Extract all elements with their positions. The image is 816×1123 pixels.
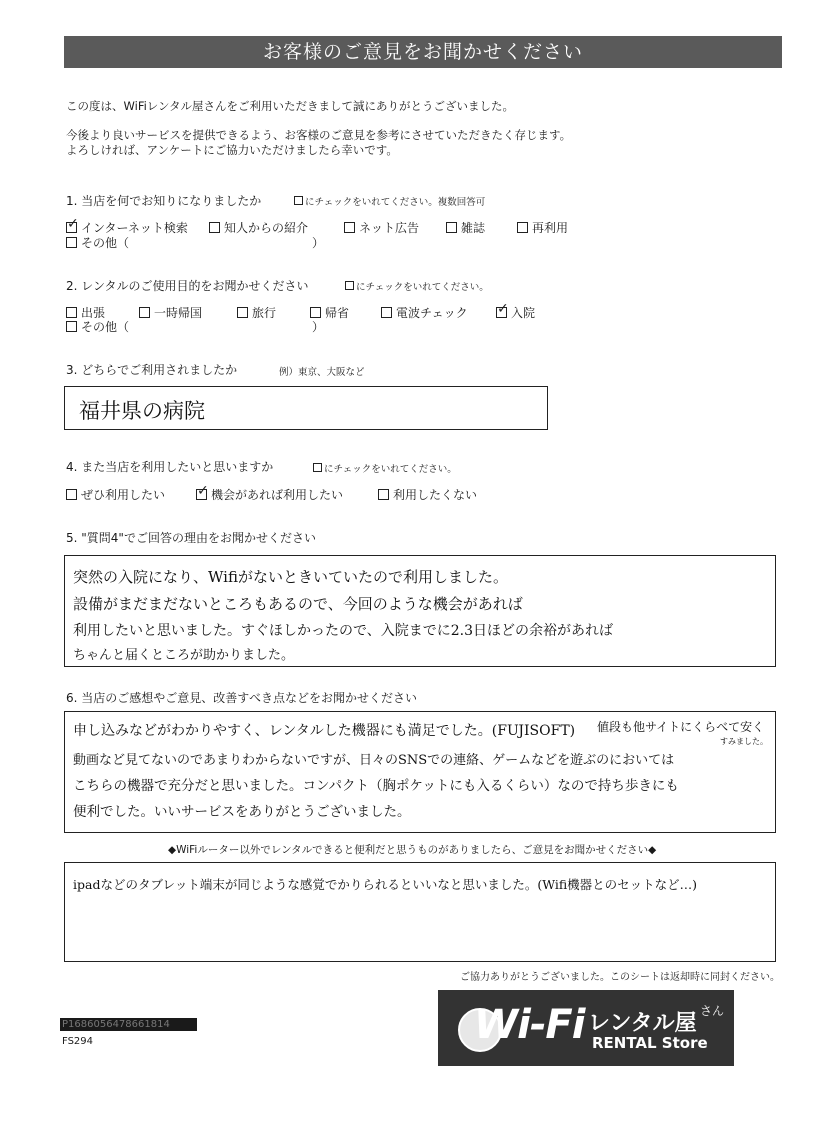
footer-note: ご協力ありがとうございました。このシートは返却時に同封ください。 — [460, 972, 780, 983]
form-code: FS294 — [62, 1036, 94, 1047]
q2-option-homecoming[interactable]: 帰省 — [310, 304, 349, 321]
checkbox-icon[interactable] — [209, 222, 220, 233]
q2-option-travel[interactable]: 旅行 — [237, 304, 276, 321]
page-title: お客様のご意見をお聞かせください — [64, 36, 782, 68]
checkbox-icon[interactable] — [66, 237, 77, 248]
q4-option-no[interactable]: 利用したくない — [378, 486, 477, 503]
q1-option-friend[interactable]: 知人からの紹介 — [209, 219, 308, 236]
logo-name-jp: レンタル屋 — [588, 1011, 697, 1036]
checkbox-checked-icon[interactable] — [196, 489, 207, 500]
checkbox-checked-icon[interactable] — [66, 222, 77, 233]
logo-wifi-text: Wi-Fi — [474, 1002, 585, 1048]
intro-line-3: よろしければ、アンケートにご協力いただけましたら幸いです。 — [66, 143, 398, 157]
logo-name-en: RENTAL Store — [592, 1034, 708, 1052]
q3-hint: 例）東京、大阪など — [279, 367, 365, 378]
q2-option-business[interactable]: 出張 — [66, 304, 105, 321]
checkbox-icon[interactable] — [381, 307, 392, 318]
q6-answer-box[interactable] — [64, 711, 776, 833]
q4-label: 4. また当店を利用したいと思いますか — [66, 460, 274, 474]
q7-answer: ipadなどのタブレット端末が同じような感覚でかりられるといいなと思いました。(Wifi機器とのセットなど…) — [73, 877, 698, 892]
q2-other-close: ） — [312, 320, 325, 334]
q1-other-close: ） — [312, 236, 325, 250]
q5-answer-line-2: 設備がまだまだないところもあるので、今回のような機会があれば — [73, 595, 523, 613]
q6-side-note: 値段も他サイトにくらべて安く — [597, 720, 765, 734]
q3-answer-box[interactable] — [64, 386, 548, 430]
q4-option-if-chance[interactable]: ✓ 機会があれば利用したい — [196, 486, 343, 503]
q2-option-hospital[interactable]: ✓ 入院 — [496, 304, 535, 321]
q6-answer-line-2: 動画など見てないのであまりわからないですが、日々のSNSでの連絡、ゲームなどを遊ぶのにおいては — [73, 753, 675, 768]
q5-answer-line-4: ちゃんと届くところが助かりました。 — [73, 648, 295, 663]
logo-name-san: さん — [700, 1004, 725, 1018]
q6-answer-line-4: 便利でした。いいサービスをありがとうございました。 — [73, 804, 411, 820]
q5-answer-box[interactable] — [64, 555, 776, 667]
q1-option-reuse[interactable]: 再利用 — [517, 219, 568, 236]
q2-option-temp-return[interactable]: 一時帰国 — [139, 304, 202, 321]
q1-option-internet[interactable]: ✓インターネット検索 — [66, 219, 188, 236]
checkbox-icon[interactable] — [378, 489, 389, 500]
checkbox-icon — [313, 463, 322, 472]
q1-option-net-ad[interactable]: ネット広告 — [344, 219, 419, 236]
q1-option-other[interactable]: その他（ — [66, 234, 129, 251]
q2-option-other[interactable]: その他（ — [66, 318, 129, 335]
intro-line-2: 今後より良いサービスを提供できるよう、お客様のご意見を参考にさせていただきたく存じます。 — [66, 128, 572, 142]
q2-hint: にチェックをいれてください。 — [345, 279, 489, 293]
checkbox-checked-icon[interactable] — [496, 307, 507, 318]
q5-label: 5. "質問4"でご回答の理由をお聞かせください — [66, 531, 316, 545]
checkbox-icon[interactable] — [446, 222, 457, 233]
wifi-rental-logo — [438, 990, 734, 1066]
q1-hint: にチェックをいれてください。複数回答可 — [294, 194, 485, 208]
q4-hint: にチェックをいれてください。 — [313, 461, 457, 475]
q2-label: 2. レンタルのご使用目的をお聞かせください — [66, 279, 309, 293]
checkbox-icon[interactable] — [139, 307, 150, 318]
q4-option-definitely[interactable]: ぜひ利用したい — [66, 486, 165, 503]
q6-label: 6. 当店のご感想やご意見、改善すべき点などをお聞かせください — [66, 691, 418, 705]
q3-label: 3. どちらでご利用されましたか — [66, 363, 238, 377]
redacted-number: P1686056478661814 — [60, 1018, 197, 1031]
q5-answer-line-1: 突然の入院になり、Wifiがないときいていたので利用しました。 — [73, 568, 508, 586]
q2-option-signal-check[interactable]: 電波チェック — [381, 304, 468, 321]
checkbox-icon[interactable] — [66, 307, 77, 318]
checkbox-icon — [345, 281, 354, 290]
q1-option-magazine[interactable]: 雑誌 — [446, 219, 485, 236]
q3-answer: 福井県の病院 — [79, 399, 205, 423]
checkbox-icon[interactable] — [66, 489, 77, 500]
checkbox-icon[interactable] — [310, 307, 321, 318]
checkbox-icon[interactable] — [237, 307, 248, 318]
q6-answer-line-1: 申し込みなどがわかりやすく、レンタルした機器にも満足でした。(FUJISOFT) — [73, 723, 576, 739]
q6-side-note-2: すみました。 — [720, 737, 768, 746]
q5-answer-line-3: 利用したいと思いました。すぐほしかったので、入院までに2.3日ほどの余裕があれば — [73, 623, 613, 639]
checkbox-icon — [294, 196, 303, 205]
intro-line-1: この度は、WiFiレンタル屋さんをご利用いただきまして誠にありがとうございました。 — [66, 99, 515, 113]
checkbox-icon[interactable] — [344, 222, 355, 233]
q6-answer-line-3: こちらの機器で充分だと思いました。コンパクト（胸ポケットにも入るくらい）なので持ち歩きにも — [73, 778, 679, 794]
q7-label: ◆WiFiルーター以外でレンタルできると便利だと思うものがありましたら、ご意見をお聞かせください◆ — [168, 844, 657, 856]
q7-answer-box[interactable] — [64, 862, 776, 962]
checkbox-icon[interactable] — [517, 222, 528, 233]
q1-label: 1. 当店を何でお知りになりましたか — [66, 194, 262, 208]
checkbox-icon[interactable] — [66, 321, 77, 332]
